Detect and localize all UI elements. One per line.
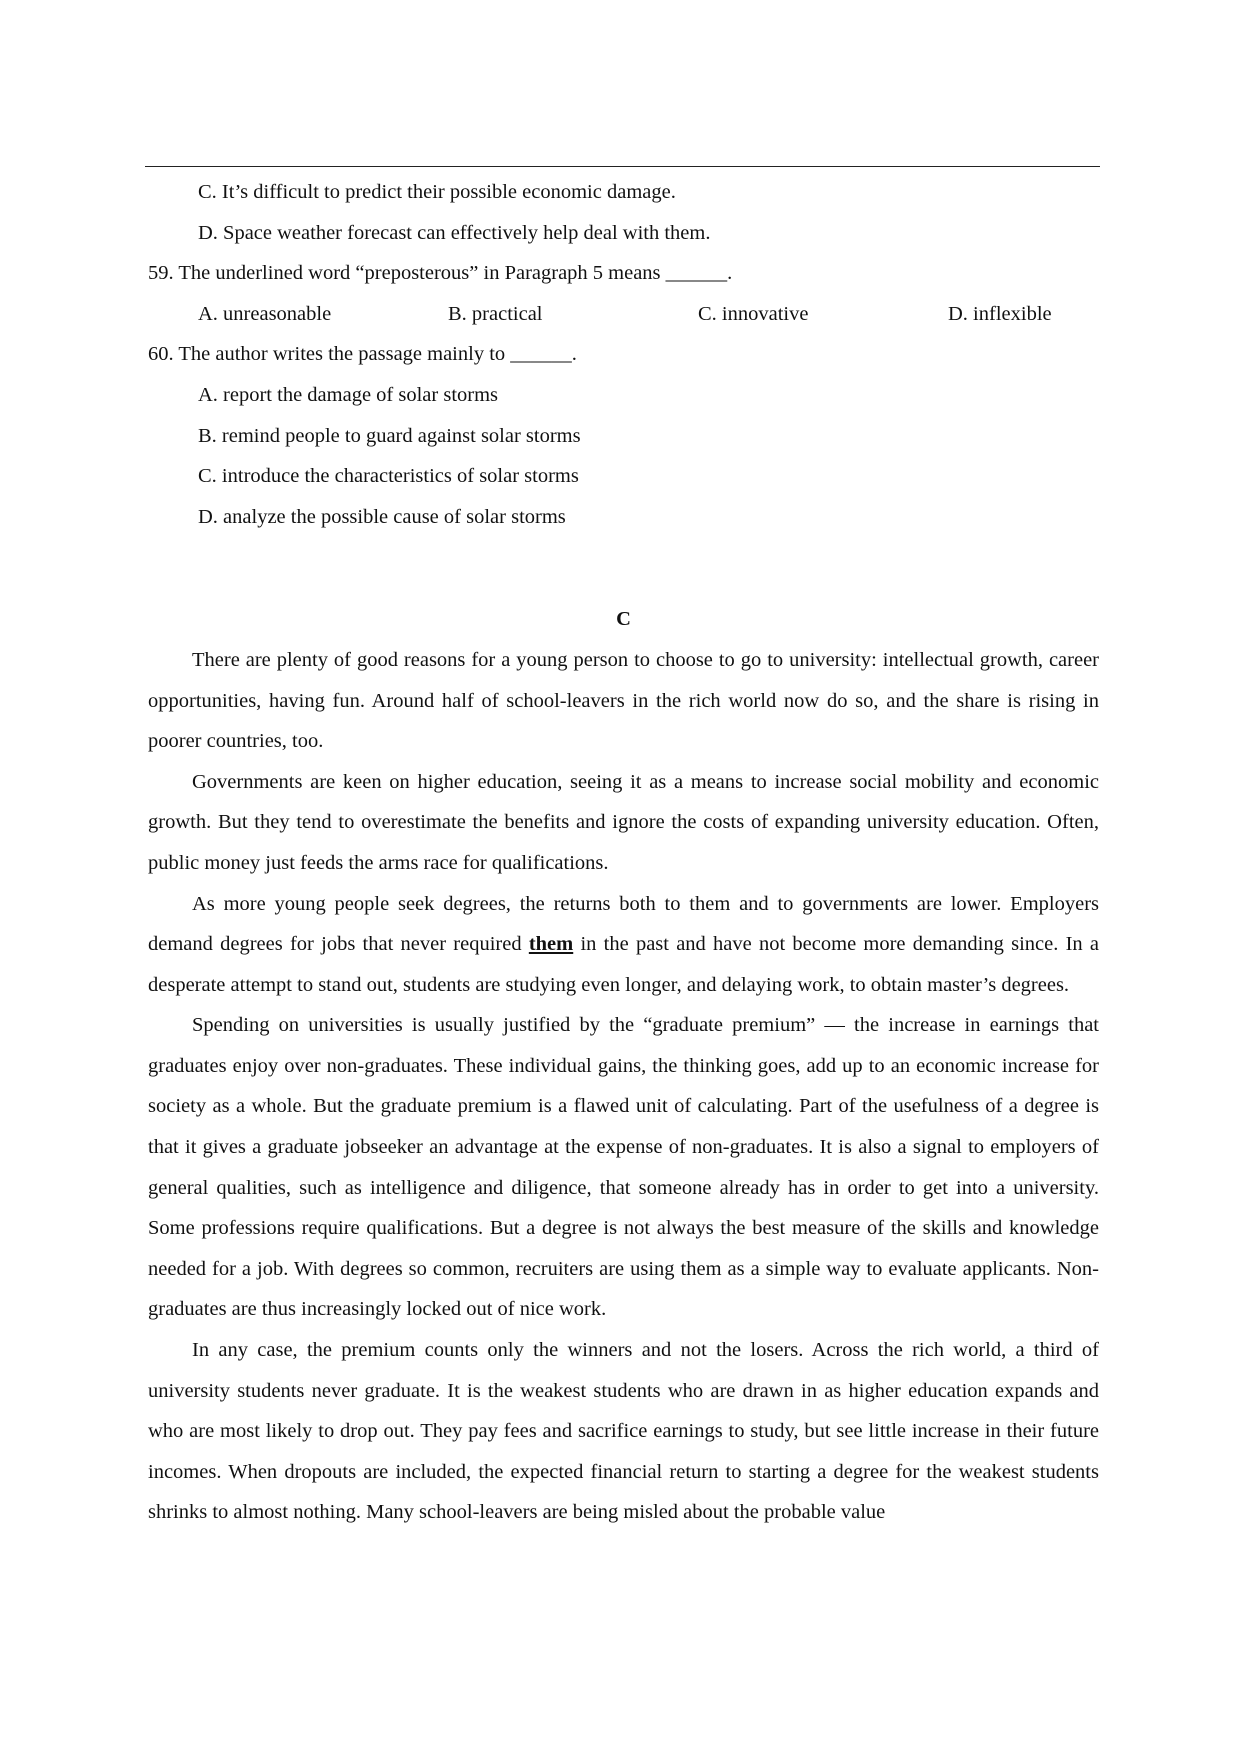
paragraph-3-text-before: As more young people seek degrees, the returns both to them and to governments are lower. Employers demand degrees for jobs that never required xyxy=(148,892,1099,956)
paragraph-3-text-after: in the past and have not become more demanding since. In a desperate attempt to stand out, students are studying even longer, and delaying work, to obtain master’s degrees. xyxy=(148,933,1099,996)
passage-paragraph-1: There are plenty of good reasons for a young person to choose to go to university: intellectual growth, career opportunities, having fun. Around half of school-leavers in the rich world now do so, and the share is rising in poorer countries, too. xyxy=(148,648,1099,753)
q60-stem: 60. The author writes the passage mainly to ______. xyxy=(148,343,577,366)
q59-option-b: B. practical xyxy=(448,302,543,325)
q59-options xyxy=(148,294,1099,335)
q59-stem: 59. The underlined word “preposterous” in Paragraph 5 means ______. xyxy=(148,262,733,285)
section-heading: C xyxy=(616,608,631,631)
passage-paragraph-4: Spending on universities is usually justified by the “graduate premium” — the increase in earnings that graduates enjoy over non-graduates. These individual gains, the thinking goes, add up to an economic increase for society as a whole. But the graduate premium is a flawed unit of calculating. Part of the usefulness of a degree is that it gives a graduate jobseeker an advantage at the expense of non-graduates. It is also a signal to employers of general qualities, such as intelligence and diligence, that someone already has in order to get into a university. Some professions require qualifications. But a degree is not always the best measure of the skills and knowledge needed for a job. With degrees so common, recruiters are using them as a simple way to evaluate applicants. Non-graduates are thus increasingly locked out of nice work. xyxy=(148,1014,1099,1321)
q58-option-c: C. It’s difficult to predict their possible economic damage. xyxy=(198,181,676,203)
q60-option-a: A. report the damage of solar storms xyxy=(198,383,499,406)
page-content xyxy=(148,172,1099,1533)
underlined-word: them xyxy=(528,933,574,956)
q59-option-a: A. unreasonable xyxy=(198,302,332,325)
q58-option-d: D. Space weather forecast can effectively help deal with them. xyxy=(198,221,711,244)
passage-paragraph-5: In any case, the premium counts only the winners and not the losers. Across the rich world, a third of university students never graduate. It is the weakest students who are drawn in as higher education expands and who are most likely to drop out. They pay fees and sacrifice earnings to study, but see little increase in their future incomes. When dropouts are included, the expected financial return to starting a degree for the weakest students shrinks to almost nothing. Many school-leavers are being misled about the probable value xyxy=(148,1339,1099,1524)
q60-option-c: C. introduce the characteristics of solar storms xyxy=(198,465,579,488)
q60-option-b: B. remind people to guard against solar storms xyxy=(198,424,581,447)
passage-paragraph-2: Governments are keen on higher education, seeing it as a means to increase social mobility and economic growth. But they tend to overestimate the benefits and ignore the costs of expanding university education. Often, public money just feeds the arms race for qualifications. xyxy=(148,770,1099,874)
header-rule xyxy=(145,166,1100,167)
q59-option-d: D. inflexible xyxy=(948,302,1052,325)
q60-option-d: D. analyze the possible cause of solar storms xyxy=(198,505,566,528)
q59-option-c: C. innovative xyxy=(698,302,809,325)
passage-paragraph-3 xyxy=(148,884,1099,1006)
